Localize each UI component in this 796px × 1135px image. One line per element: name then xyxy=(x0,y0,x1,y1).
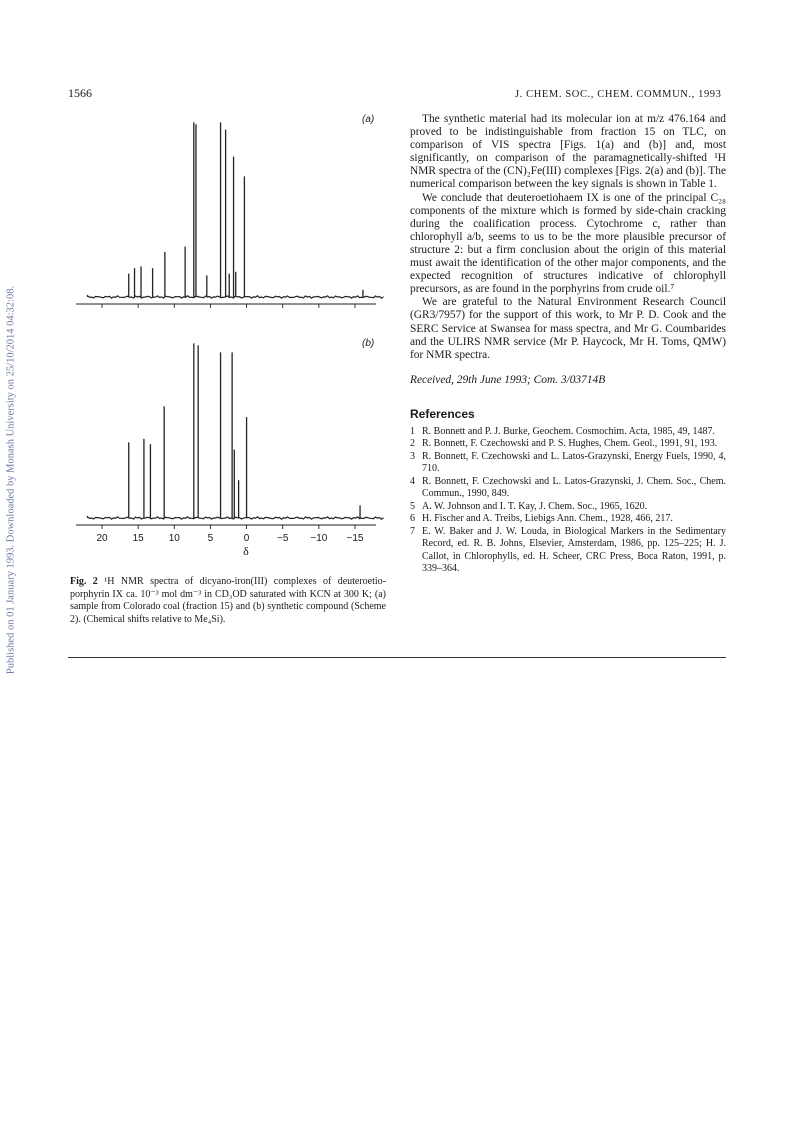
panel-a-label: (a) xyxy=(362,114,375,125)
reference-item xyxy=(410,526,726,576)
reference-item xyxy=(410,451,726,476)
reference-text: R. Bonnett, F. Czechowski and P. S. Hughes, Chem. Geol., 1991, 91, 193. xyxy=(422,438,718,450)
references-heading: References xyxy=(410,406,475,421)
reference-number: 1 xyxy=(410,425,415,437)
body-paragraph: We conclude that deuteroetiohaem IX is one of the principal C₂₈ components of the mixture which is formed by side-chain cracking during the coalification process. Cytochrome c, rather than chlorophyll a/b, seems to us to be the more plausible precursor of structure 2: but a firm conclusion about the origin of this material must await the identification of the other major components, and the expected recognition of structures indicative of chlorophyll precursors, as are found in the porphyrins from crude oil.⁷ xyxy=(410,191,726,296)
nmr-spectra-svg xyxy=(70,108,386,568)
reference-item xyxy=(410,426,726,439)
body-paragraph: The synthetic material had its molecular ion at m/z 476.164 and proved to be indistinguishable from fraction 15 on TLC, on comparison of VIS spectra [Figs. 1(a) and (b)] and, most significantly, on comparison of the paramagnetically-shifted ¹H NMR spectra of the (CN)₂Fe(III) complexes [Figs. 2(a) and (b)]. The numerical comparison between the key signals is shown in Table 1. xyxy=(410,113,726,191)
x-tick-label: 15 xyxy=(132,533,144,544)
x-tick-label: 20 xyxy=(96,533,108,544)
reference-item xyxy=(410,438,726,451)
figure-caption xyxy=(70,576,386,626)
references-list xyxy=(410,426,726,576)
download-watermark xyxy=(4,270,18,690)
bottom-rule xyxy=(68,657,726,658)
reference-number: 3 xyxy=(410,450,415,462)
x-tick-label: −15 xyxy=(346,533,364,544)
acknowledgement-paragraph: We are grateful to the Natural Environment Research Council (GR3/7957) for the support of this work, to Mr P. D. Cook and the SERC Service at Swansea for mass spectra, and Mr G. Coumbarides and the ULIRS NMR service (Mr P. Haycock, Mr H. Toms, QMW) for NMR spectra. xyxy=(410,296,726,361)
x-tick-label: −10 xyxy=(310,533,328,544)
download-watermark-text: Published on 01 January 1993. Downloaded by Monash University on 25/10/2014 04:32:08. xyxy=(5,285,17,675)
reference-text: R. Bonnett and P. J. Burke, Geochem. Cosmochim. Acta, 1985, 49, 1487. xyxy=(422,425,716,437)
x-tick-label: 10 xyxy=(168,533,180,544)
reference-number: 7 xyxy=(410,525,415,537)
x-axis-label: δ xyxy=(243,544,249,558)
reference-text: A. W. Johnson and I. T. Kay, J. Chem. Soc., 1965, 1620. xyxy=(422,500,648,512)
reference-text: H. Fischer and A. Treibs, Liebigs Ann. Chem., 1928, 466, 217. xyxy=(422,513,673,525)
reference-number: 4 xyxy=(410,475,415,487)
reference-item xyxy=(410,513,726,526)
spectrum-baseline xyxy=(88,517,384,519)
nmr-figure xyxy=(70,108,386,568)
reference-number: 2 xyxy=(410,438,415,450)
reference-number: 5 xyxy=(410,500,415,512)
reference-item xyxy=(410,476,726,501)
right-column xyxy=(410,113,726,576)
reference-text: E. W. Baker and J. W. Louda, in Biological Markers in the Sedimentary Record, ed. R. B. Johns, Elsevier, Amsterdam, 1986, pp. 125–225; H. J. Callot, in Chlorophylls, ed. H. Scheer, CRC Press, Boca Raton, 1991, p. 339–364. xyxy=(422,525,726,575)
figure-caption-label: Fig. 2 xyxy=(70,576,98,587)
page-number: 1566 xyxy=(68,86,92,100)
x-tick-label: −5 xyxy=(277,533,289,544)
x-tick-label: 0 xyxy=(243,533,250,544)
reference-text: R. Bonnett, F. Czechowski and L. Latos-Grazynski, Energy Fuels, 1990, 4, 710. xyxy=(422,450,726,475)
reference-number: 6 xyxy=(410,513,415,525)
panel-b-label: (b) xyxy=(362,338,375,349)
x-tick-label: 5 xyxy=(207,533,214,544)
received-date: Received, 29th June 1993; Com. 3/03714B xyxy=(410,373,606,386)
reference-item xyxy=(410,501,726,514)
reference-text: R. Bonnett, F. Czechowski and L. Latos-Grazynski, J. Chem. Soc., Chem. Commun., 1990, 849. xyxy=(422,475,726,500)
journal-header: J. CHEM. SOC., CHEM. COMMUN., 1993 xyxy=(515,89,722,100)
figure-caption-text: ¹H NMR spectra of dicyano-iron(III) complexes of deuteroetio-porphyrin IX ca. 10⁻³ mol dm⁻³ in CD₃OD saturated with KCN at 300 K; (a) sample from Colorado coal (fraction 15) and (b) synthetic compound (Scheme 2). (Chemical shifts relative to Me₄Si). xyxy=(70,576,387,625)
